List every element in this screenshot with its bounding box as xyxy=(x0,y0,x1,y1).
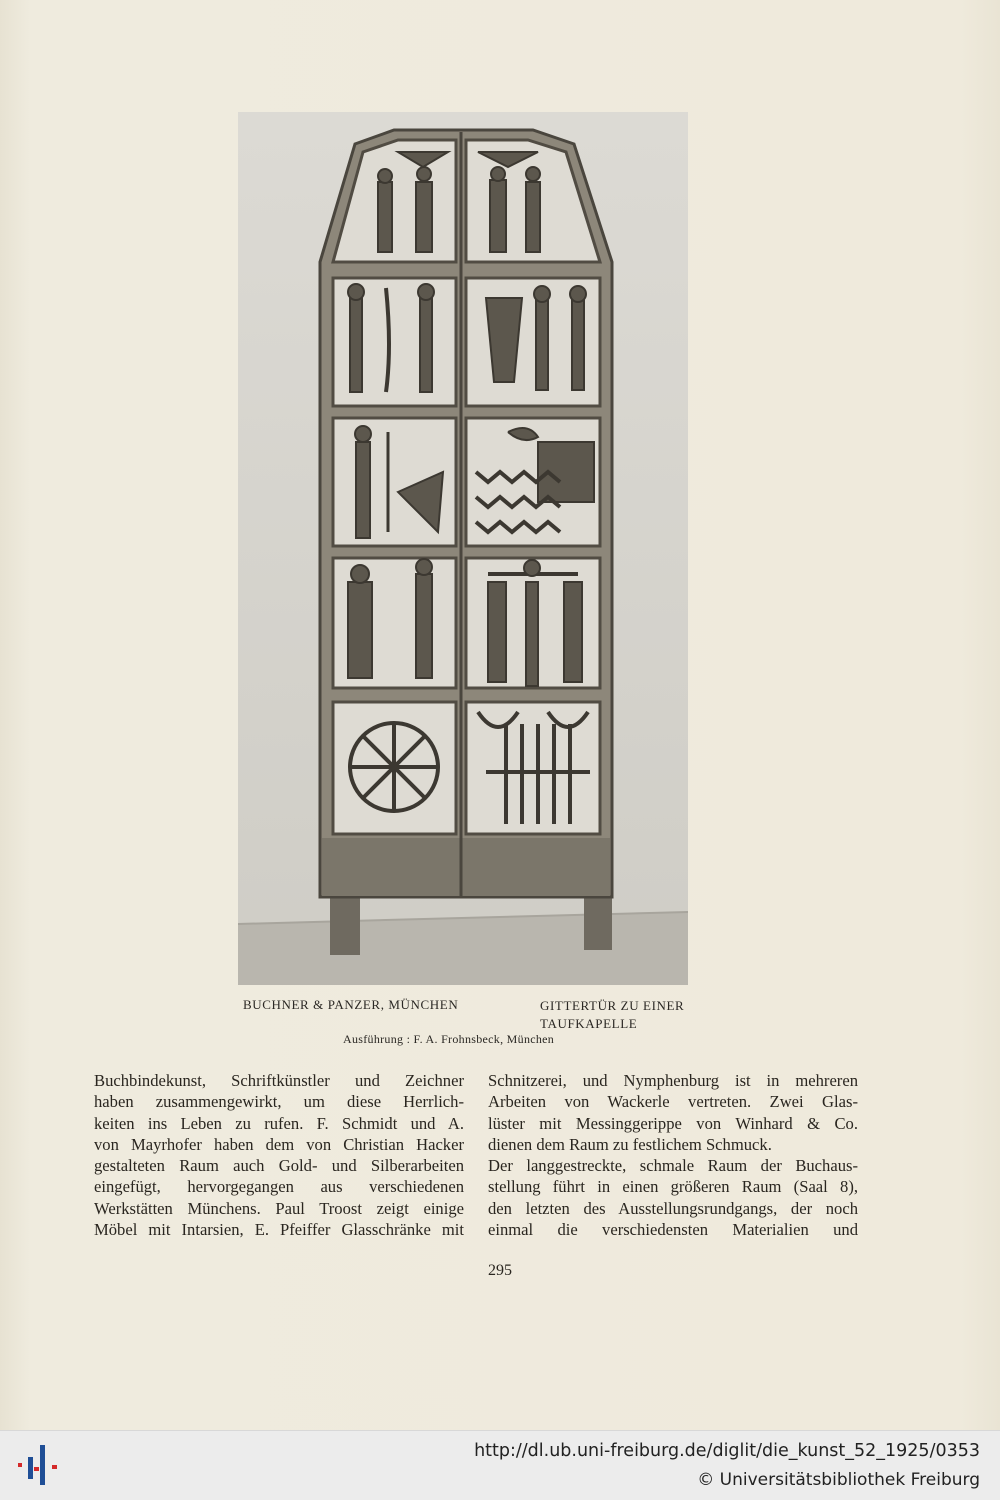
text-column-right xyxy=(488,1070,858,1240)
text-line: eingefügt, hervorgegangen aus verschiedenen xyxy=(94,1177,464,1197)
ub-freiburg-logo-icon[interactable] xyxy=(12,1439,64,1491)
text-line: von Mayrhofer haben dem von Christian Hacker xyxy=(94,1134,464,1154)
text-line: gestalteten Raum auch Gold- und Silberarbeiten xyxy=(94,1156,464,1176)
viewer-footer xyxy=(0,1430,1000,1500)
page-number: 295 xyxy=(488,1262,512,1279)
text-line: dienen dem Raum zu festlichem Schmuck. xyxy=(488,1134,772,1154)
text-line: Buchbindekunst, Schriftkünstler und Zeichner xyxy=(94,1071,464,1090)
caption-title-line: TAUFKAPELLE xyxy=(540,1016,638,1031)
caption-artist: BUCHNER & PANZER, MÜNCHEN xyxy=(243,997,459,1012)
text-line: Möbel mit Intarsien, E. Pfeiffer Glasschränke mit xyxy=(94,1220,464,1240)
text-line: keiten ins Leben zu rufen. F. Schmidt und A. xyxy=(94,1113,464,1133)
text-line: lüster mit Messinggerippe von Winhard & Co. xyxy=(488,1113,858,1133)
permalink-url[interactable]: http://dl.ub.uni-freiburg.de/diglit/die_kunst_52_1925/0353 xyxy=(474,1441,980,1461)
text-line: Der langgestreckte, schmale Raum der Buchaus- xyxy=(488,1156,858,1176)
text-line: den letzten des Ausstellungsrundgangs, der noch xyxy=(488,1198,858,1218)
caption-title xyxy=(540,997,684,1033)
text-line: Werkstätten Münchens. Paul Troost zeigt einige xyxy=(94,1198,464,1218)
plate-photograph xyxy=(238,112,688,985)
iron-gate-illustration xyxy=(238,112,688,985)
copyright-notice: © Universitätsbibliothek Freiburg xyxy=(697,1470,980,1490)
text-line: Schnitzerei, und Nymphenburg ist in mehreren xyxy=(488,1071,858,1090)
caption-title-line: GITTERTÜR ZU EINER xyxy=(540,998,685,1013)
text-column-left xyxy=(94,1070,464,1240)
text-line: Arbeiten von Wackerle vertreten. Zwei Glas- xyxy=(488,1092,858,1112)
text-line: einmal die verschiedensten Materialien und xyxy=(488,1220,858,1240)
caption-credit: Ausführung : F. A. Frohnsbeck, München xyxy=(343,1032,555,1046)
text-line: stellung führt in einen größeren Raum (Saal 8), xyxy=(488,1177,858,1197)
text-line: haben zusammengewirkt, um diese Herrlich- xyxy=(94,1092,464,1112)
